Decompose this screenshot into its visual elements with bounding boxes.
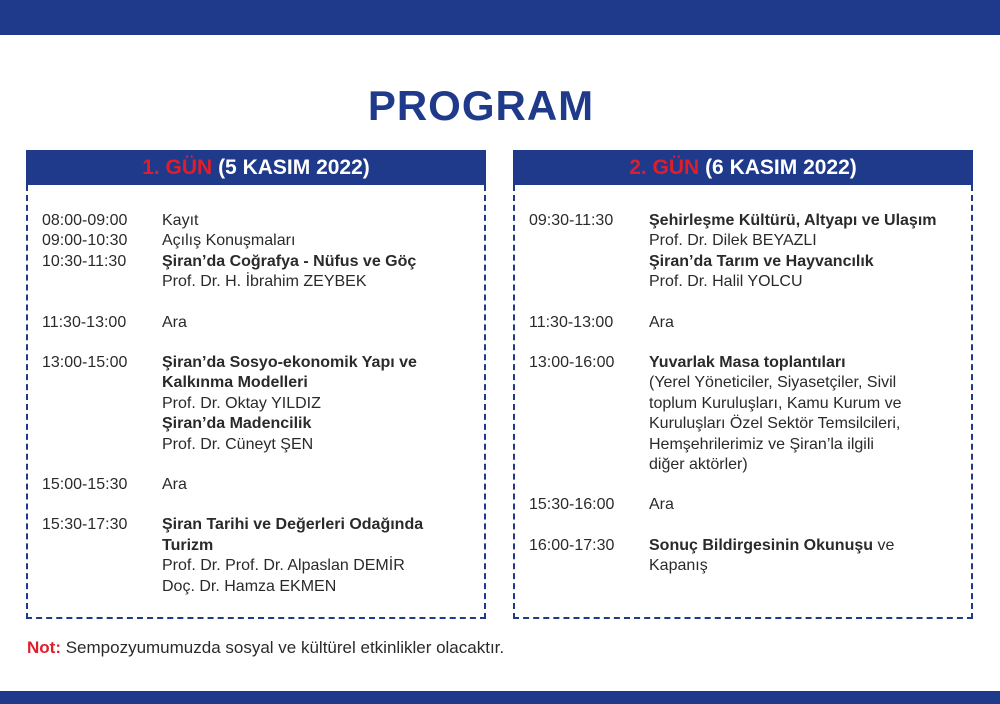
- session-time: 11:30-13:00: [529, 313, 614, 331]
- session-line-text: Sonuç Bildirgesinin Okunuşu: [649, 536, 874, 554]
- session-speaker: [162, 556, 474, 576]
- session-time: 15:30-17:30: [42, 516, 128, 534]
- day-2-header: [513, 150, 973, 185]
- session-time: 09:00-10:30: [42, 232, 128, 250]
- session-time: 13:00-15:00: [42, 354, 128, 372]
- session-speaker: [162, 211, 474, 231]
- session-line-text: Prof. Dr. Prof. Dr. Alpaslan DEMİR: [162, 557, 405, 575]
- session-topic: [162, 536, 474, 556]
- session-details: [649, 536, 961, 577]
- session-line-text: Şiran’da Sosyo-ekonomik Yapı ve: [162, 354, 417, 372]
- session-time: 09:30-11:30: [529, 212, 614, 229]
- session-row: [529, 211, 961, 293]
- note-text: Sempozyumumuzda sosyal ve kültürel etkinlikler olacaktır.: [60, 638, 505, 657]
- session-details: [162, 353, 474, 455]
- session-time: 13:00-16:00: [529, 354, 615, 372]
- session-speaker: [649, 414, 961, 434]
- session-time: 08:00-09:00: [42, 212, 128, 229]
- day-1-label: 1. GÜN: [142, 156, 213, 179]
- session-details: [162, 211, 474, 231]
- session-line-text: Ara: [162, 313, 187, 331]
- session-speaker: [649, 394, 961, 414]
- session-speaker: [649, 556, 961, 576]
- session-spacer: [529, 293, 961, 313]
- session-row: [529, 495, 961, 515]
- session-details: [162, 231, 474, 251]
- session-line-text: Yuvarlak Masa toplantıları: [649, 354, 846, 372]
- session-line-text: Kayıt: [162, 212, 199, 229]
- session-line-text: Prof. Dr. H. İbrahim ZEYBEK: [162, 273, 367, 291]
- session-spacer: [529, 516, 961, 536]
- top-banner-bar: [0, 0, 1000, 35]
- session-row: [529, 353, 961, 475]
- session-line-text: Şiran Tarihi ve Değerleri Odağında: [162, 516, 424, 534]
- session-line-text: Açılış Konuşmaları: [162, 232, 296, 250]
- session-speaker: [162, 231, 474, 251]
- day-1-column: [26, 150, 486, 619]
- day-2-column: [513, 150, 973, 619]
- session-line-text: Prof. Dr. Halil YOLCU: [649, 273, 803, 291]
- session-speaker: [162, 394, 474, 414]
- session-speaker: [649, 495, 961, 515]
- session-topic: [649, 252, 961, 272]
- bottom-banner-bar: [0, 691, 1000, 704]
- session-line-text: Ara: [162, 476, 187, 494]
- session-row: [529, 313, 961, 333]
- session-details: [649, 313, 961, 333]
- session-speaker: [649, 272, 961, 292]
- session-line-text: Şiran’da Madencilik: [162, 415, 312, 433]
- session-row: [42, 475, 474, 495]
- session-time: 10:30-11:30: [42, 252, 127, 270]
- session-line-text: Hemşehrilerimiz ve Şiran’la ilgili: [649, 435, 874, 453]
- session-topic: [162, 353, 474, 373]
- session-row: [42, 252, 474, 293]
- session-details: [649, 211, 961, 293]
- session-speaker: [162, 313, 474, 333]
- session-speaker: [162, 475, 474, 495]
- session-line-text: Ara: [649, 313, 674, 331]
- session-line-text: (Yerel Yöneticiler, Siyasetçiler, Sivil: [649, 374, 897, 392]
- day-1-header: [26, 150, 486, 185]
- session-spacer: [42, 495, 474, 515]
- session-time: 15:30-16:00: [529, 496, 615, 514]
- session-speaker: [649, 455, 961, 475]
- day-1-schedule-box: [26, 185, 486, 619]
- session-line-text: Prof. Dr. Cüneyt ŞEN: [162, 435, 314, 453]
- session-topic: [162, 373, 474, 393]
- session-spacer: [42, 333, 474, 353]
- session-line-text: Kapanış: [649, 557, 708, 575]
- session-line-text: diğer aktörler): [649, 456, 748, 474]
- session-details: [649, 495, 961, 515]
- session-line-text: Prof. Dr. Dilek BEYAZLI: [649, 232, 817, 250]
- session-details: [162, 475, 474, 495]
- day-2-schedule-box: [513, 185, 973, 619]
- session-line-text: Şehirleşme Kültürü, Altyapı ve Ulaşım: [649, 212, 937, 229]
- session-row: [42, 231, 474, 251]
- day-1-sessions: [42, 211, 474, 597]
- session-speaker: [649, 313, 961, 333]
- session-topic: [649, 211, 961, 231]
- session-time: 11:30-13:00: [42, 313, 127, 331]
- page-title: PROGRAM: [367, 82, 595, 129]
- session-speaker: [649, 231, 961, 251]
- footer-note: [27, 638, 504, 658]
- session-topic: [162, 252, 474, 272]
- day-2-label: 2. GÜN: [629, 156, 700, 179]
- session-line-text: Şiran’da Tarım ve Hayvancılık: [649, 252, 874, 270]
- session-speaker: [162, 272, 474, 292]
- session-details: [162, 252, 474, 293]
- session-line-text: Şiran’da Coğrafya - Nüfus ve Göç: [162, 252, 417, 270]
- session-line-text: Doç. Dr. Hamza EKMEN: [162, 577, 337, 595]
- session-spacer: [42, 293, 474, 313]
- session-topic: [649, 536, 961, 556]
- session-spacer: [529, 333, 961, 353]
- day-2-sessions: [529, 211, 961, 577]
- session-topic: [162, 515, 474, 535]
- day-1-date: (5 KASIM 2022): [218, 156, 370, 179]
- session-row: [42, 211, 474, 231]
- session-row: [42, 313, 474, 333]
- session-speaker: [649, 373, 961, 393]
- session-line-text: Kuruluşları Özel Sektör Temsilcileri,: [649, 415, 901, 433]
- session-line-text: Kalkınma Modelleri: [162, 374, 308, 392]
- session-speaker: [162, 435, 474, 455]
- note-label: Not:: [27, 638, 61, 657]
- day-2-date: (6 KASIM 2022): [705, 156, 857, 179]
- session-row: [529, 536, 961, 577]
- session-speaker: [649, 435, 961, 455]
- session-time: 16:00-17:30: [529, 536, 615, 554]
- session-time: 15:00-15:30: [42, 476, 128, 494]
- session-speaker: [162, 577, 474, 597]
- session-line-text: toplum Kuruluşları, Kamu Kurum ve: [649, 394, 902, 412]
- session-line-text: Ara: [649, 496, 674, 514]
- session-details: [162, 313, 474, 333]
- session-details: [162, 515, 474, 597]
- session-topic: [162, 414, 474, 434]
- session-spacer: [42, 455, 474, 475]
- session-details: [649, 353, 961, 475]
- session-spacer: [529, 475, 961, 495]
- session-row: [42, 353, 474, 455]
- session-line-suffix: ve: [873, 536, 895, 554]
- session-line-text: Prof. Dr. Oktay YILDIZ: [162, 394, 321, 412]
- session-row: [42, 515, 474, 597]
- session-line-text: Turizm: [162, 536, 214, 554]
- session-topic: [649, 353, 961, 373]
